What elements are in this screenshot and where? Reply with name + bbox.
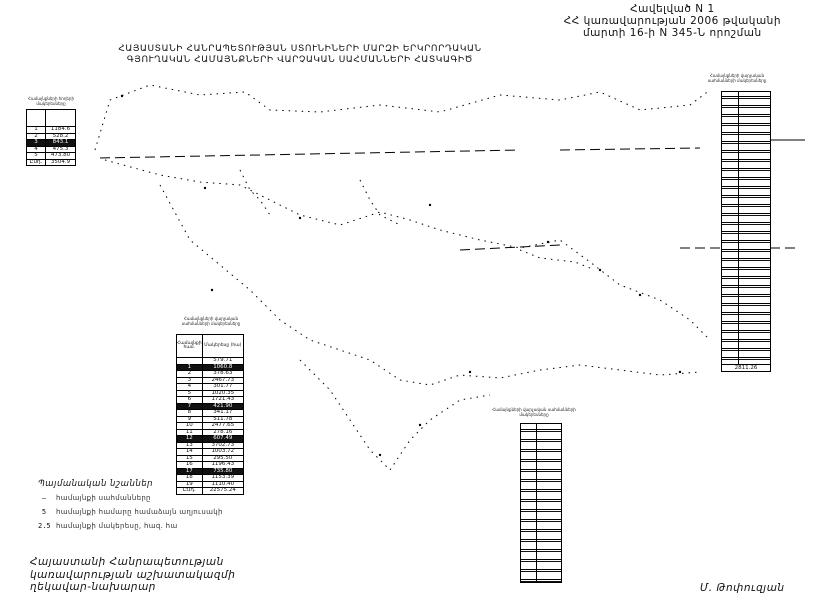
legend-label: համայնքի սահմանները [56,494,151,502]
area-table-1-caption: Համայնքների հողերի մակերեսները [28,96,74,106]
table-head-number: Համայնքի համ. [177,335,203,358]
road-line-1 [100,150,520,158]
table-row: 10 2477.65 [177,423,244,430]
legend-symbol: 5 [41,508,47,516]
table-row: 8 341.17 [177,410,244,417]
area-table-3-last-row: 2811.26 [721,365,771,372]
table-row: 1 1060.8 [177,364,244,371]
legend-item [38,521,223,531]
table-total-row: Ընդ. 3504.9 [27,159,76,166]
table-row: 15 295.50 [177,455,244,462]
signatory-block [30,556,235,594]
table-head-area: Մակերեսը (հա) [202,335,243,358]
legend-item [38,493,223,503]
table-row: 17 735.80 [177,468,244,475]
legend-label: համայնքի մակերեսը, հազ. հա [56,522,178,530]
signatory-line2: կառավարության աշխատակազմի [30,568,236,581]
table-row: 7 421.90 [177,403,244,410]
legend-label: համայնքի համարը համաձայն աղյուսակի [56,508,223,516]
table-row: 4 301.77 [177,384,244,391]
table-row: 4 475.3 [27,146,76,153]
decision-line: ՀՀ կառավարության 2006 թվականի [563,15,781,27]
table-total-row: Ընդ. 22575.24 [177,488,244,495]
signatory-name: Մ. Թոփուզյան [700,582,785,594]
area-table-3 [705,73,769,372]
table-row: 2 378.63 [177,371,244,378]
table-row: 16 1196.43 [177,462,244,469]
decision-date-line: մարտի 16-ի N 345-Ն որոշման [583,27,762,39]
area-table-3-caption: Համայնքների վարչական սահմանների մակերեսները [707,73,767,83]
area-table-4-grid [520,423,562,583]
table-row: 6 1721.43 [177,397,244,404]
area-table-2 [176,316,246,495]
area-table-2-caption: Համայնքների վարչական սահմանների մակերեսները [181,316,241,326]
northern-boundary [95,85,710,150]
area-table-4 [486,407,582,583]
road-line-2 [560,148,700,150]
area-table-1 [26,96,76,166]
area-table-4-caption: Համայնքների վարչական սահմանների մակերեսները [492,407,576,417]
table-row: 579.71 [177,358,244,365]
table-row: 1 1184.6 [27,127,76,134]
table-row: 3 843.1 [27,140,76,147]
map-title-line1: ՀԱՅԱՍՏԱՆԻ ՀԱՆՐԱՊԵՏՈՒԹՅԱՆ ՍՏՈՒՆԻՆԵՐԻ ՄԱՐԶԻ ԵՐԿՐՈՐԴԱԿԱՆ [118,44,482,54]
upper-boundary [105,160,710,340]
signatory-line1: Հայաստանի Հանրապետության [30,556,224,568]
appendix-number: Հավելված N 1 [630,3,715,15]
table-row: 12 607.49 [177,436,244,443]
legend-symbol: — [41,494,47,502]
table-row: 18 1153.39 [177,475,244,482]
table-row: 5 1020.35 [177,390,244,397]
table-row: 14 1003.72 [177,449,244,456]
area-table-3-grid [721,91,771,365]
legend [38,479,223,535]
legend-title: Պայմանական նշաններ [38,479,153,489]
inner-boundary-1 [360,180,400,225]
legend-item [38,507,223,517]
table-row: 3 2467.73 [177,377,244,384]
table-row: 2 528.2 [27,133,76,140]
table-row: 5 473.80 [27,153,76,160]
table-row: 9 511.78 [177,416,244,423]
map-title-line2: ԳՅՈՒՂԱԿԱՆ ՀԱՄԱՅՆՔՆԵՐԻ ՎԱՐՉԱԿԱՆ ՍԱՀՄԱՆՆԵՐԻ ՀԱՏԿԱԳԻԾ [126,55,474,65]
legend-symbol: 2.5 [38,522,51,530]
inner-boundary-2 [520,250,590,268]
signatory-line3: ղեկավար-նախարար [30,581,156,593]
table-row: 13 3702.73 [177,442,244,449]
table-row: 19 1110.40 [177,481,244,488]
table-row: 11 278.16 [177,429,244,436]
inner-boundary-3 [240,170,270,215]
